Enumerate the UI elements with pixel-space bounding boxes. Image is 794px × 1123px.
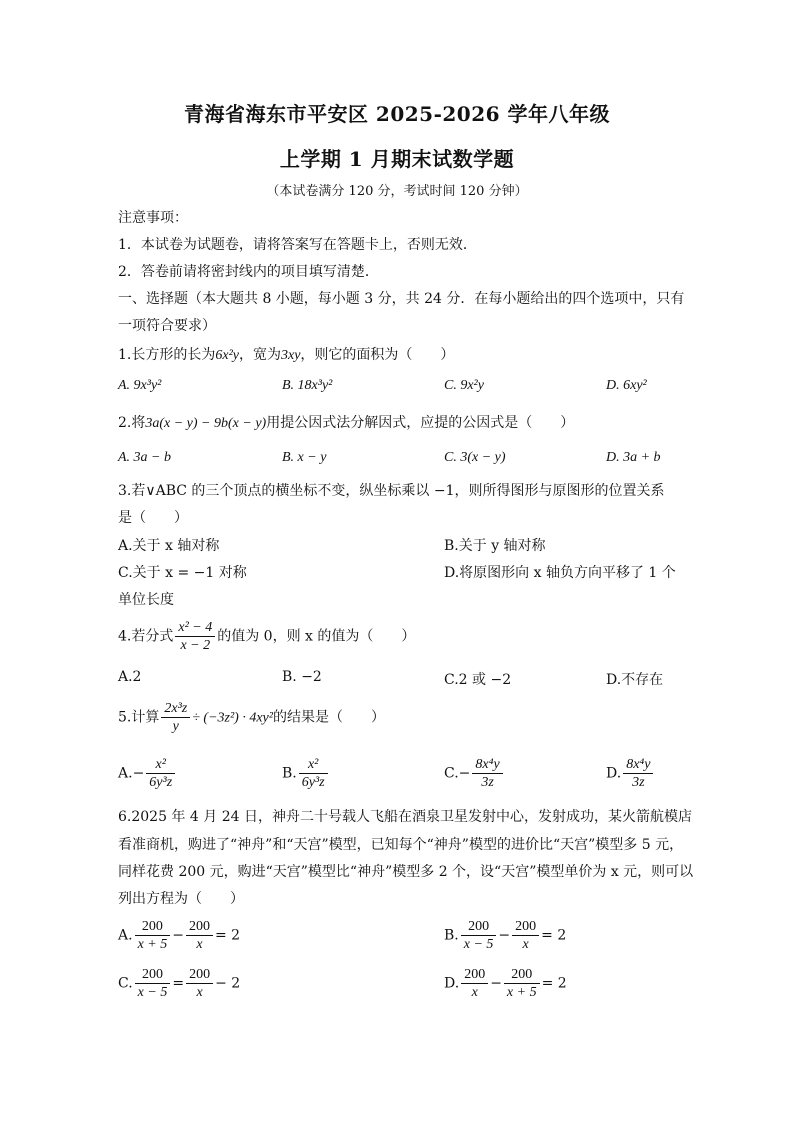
q2-option-d[interactable]: D. 3a + b — [606, 450, 661, 465]
q5-stem — [118, 700, 385, 735]
q6-option-a-op: − — [172, 927, 184, 944]
q3-option-d[interactable]: D.将原图形向 x 轴负方向平移了 1 个 — [444, 565, 676, 581]
q6-stem-line1: 6.2025 年 4 月 24 日，神舟二十号载人飞船在酒泉卫星发射中心，发射成功，某火箭航模店 — [118, 809, 692, 825]
q3-option-b[interactable]: B.关于 y 轴对称 — [444, 538, 546, 554]
q6-option-d[interactable] — [444, 966, 567, 1001]
q6-option-a-den-1: x + 5 — [137, 937, 168, 952]
q1-expr-length: 6x²y — [215, 348, 239, 363]
q4-stem-b: 的值为 0，则 x 的值为（ ） — [217, 628, 416, 645]
q4-option-a[interactable]: A.2 — [118, 669, 142, 685]
q5-option-b-fraction — [299, 756, 328, 791]
q6-option-d-num-2: 200 — [504, 966, 540, 984]
q4-fraction-den: x − 2 — [180, 638, 211, 653]
q6-stem-line3: 同样花费 200 元，购进“天宫”模型比“神舟”模型多 2 个，设“天宫”模型单价为 x 元，则可以 — [118, 864, 694, 880]
q6-option-c-num-2: 200 — [186, 966, 213, 984]
q3-option-d-cont: 单位长度 — [118, 592, 174, 608]
q6-option-a[interactable] — [118, 918, 240, 953]
q6-option-a-den-2: x — [196, 937, 203, 952]
q5-stem-b: 的结果是（ ） — [272, 709, 385, 726]
q6-stem-line2: 看准商机，购进了“神舟”和“天宫”模型，已知每个“神舟”模型的进价比“天宫”模型多 5 元， — [118, 837, 684, 853]
q6-option-d-fraction-2 — [504, 966, 540, 1001]
section1-heading: 一、选择题（本大题共 8 小题，每小题 3 分，共 24 分．在每小题给出的四个选项中，只有 — [118, 291, 685, 307]
q6-option-d-num-1: 200 — [461, 966, 488, 984]
q6-option-b-rhs: = 2 — [541, 927, 567, 944]
q6-option-b[interactable] — [444, 918, 566, 953]
q5-option-c-sign: − — [458, 765, 471, 782]
q6-option-b-num-2: 200 — [512, 918, 539, 936]
q6-option-c-fraction-2 — [186, 966, 213, 1001]
q6-option-a-fraction-1 — [135, 918, 171, 953]
exam-title-line2: 上学期 1 月期末试数学题 — [279, 147, 515, 171]
q2-option-c[interactable]: C. 3(x − y) — [444, 450, 506, 465]
q5-fraction-den: y — [172, 719, 179, 734]
q4-fraction-num: x² − 4 — [175, 619, 215, 637]
q3-stem-line1: 3.若∨ABC 的三个顶点的横坐标不变，纵坐标乘以 −1，则所得图形与原图形的位置关系 — [118, 483, 665, 499]
q1-option-d[interactable]: D. 6xy² — [606, 378, 647, 393]
q5-option-c-den: 3z — [481, 775, 494, 790]
q3-option-c[interactable]: C.关于 x = −1 对称 — [118, 565, 247, 581]
q6-option-c-op: = — [172, 975, 185, 992]
q5-option-d-den: 3z — [632, 775, 645, 790]
q1-option-a[interactable]: A. 9x³y² — [118, 378, 162, 393]
q6-option-d-den-1: x — [471, 985, 478, 1000]
q6-option-b-num-1: 200 — [461, 918, 497, 936]
q5-option-d-fraction — [623, 756, 653, 791]
q1-option-b[interactable]: B. 18x³y² — [282, 378, 333, 393]
q6-option-a-fraction-2 — [186, 918, 213, 953]
q6-option-b-fraction-2 — [512, 918, 539, 953]
q5-option-b-num: x² — [299, 756, 328, 774]
q3-option-a[interactable]: A.关于 x 轴对称 — [118, 538, 220, 554]
q4-stem-a: 4.若分式 — [118, 628, 174, 645]
note-item-2: 2．答卷前请将密封线内的项目填写清楚． — [118, 264, 379, 280]
q4-option-b[interactable]: B. −2 — [282, 669, 322, 685]
q5-fraction-num: 2x³z — [161, 700, 190, 718]
section1-heading-cont: 一项符合要求） — [118, 318, 216, 334]
q5-option-a-label: A. — [118, 765, 133, 782]
q5-option-b-den: 6y³z — [301, 775, 325, 790]
q5-option-d-label: D. — [606, 765, 622, 782]
q6-option-a-rhs: = 2 — [214, 927, 241, 944]
q4-option-d[interactable]: D.不存在 — [606, 672, 664, 688]
q5-option-b-label: B. — [282, 765, 297, 782]
q6-option-d-op: − — [490, 975, 502, 992]
q5-fraction — [161, 700, 190, 735]
q5-option-a-num: x² — [146, 756, 175, 774]
q6-option-c-num-1: 200 — [135, 966, 171, 984]
q6-option-b-den-1: x − 5 — [463, 937, 494, 952]
q6-option-c-den-2: x — [196, 985, 203, 1000]
q6-option-c-den-1: x − 5 — [137, 985, 168, 1000]
notes-heading: 注意事项： — [118, 210, 188, 226]
q5-option-a[interactable] — [118, 756, 177, 791]
q6-option-b-label: B. — [444, 927, 459, 944]
q5-expr: ÷ (−3z²) · 4xy² — [192, 710, 273, 726]
q6-option-b-den-2: x — [522, 937, 529, 952]
q4-stem — [118, 619, 415, 654]
q6-option-c-fraction-1 — [135, 966, 171, 1001]
q5-option-d[interactable] — [606, 756, 655, 791]
q6-option-d-rhs: = 2 — [541, 975, 567, 992]
q6-option-d-fraction-1 — [461, 966, 488, 1001]
q6-option-c-rhs: − 2 — [215, 975, 241, 992]
q5-option-a-sign: − — [132, 765, 145, 782]
q1-stem-a: 1.长方形的长为 — [118, 347, 216, 363]
q2-expr: 3a(x − y) − 9b(x − y) — [145, 416, 267, 431]
exam-title-line1: 青海省海东市平安区 2025-2026 学年八年级 — [183, 102, 611, 126]
q6-option-c-label: C. — [118, 975, 133, 992]
q1-stem — [118, 344, 454, 364]
q1-option-c[interactable]: C. 9x²y — [444, 378, 484, 393]
q1-stem-b: ，宽为 — [238, 347, 281, 363]
q2-stem-b: 用提公因式法分解因式，应提的公因式是（ ） — [266, 415, 575, 431]
q6-option-d-label: D. — [444, 975, 460, 992]
q3-stem-line2: 是（ ） — [118, 510, 188, 526]
q5-option-d-num: 8x⁴y — [623, 756, 653, 774]
q5-option-b[interactable] — [282, 756, 330, 791]
q6-option-a-label: A. — [118, 927, 133, 944]
exam-subtitle: （本试卷满分 120 分，考试时间 120 分钟） — [266, 184, 528, 199]
q6-option-b-op: − — [498, 927, 511, 944]
q6-option-b-fraction-1 — [461, 918, 497, 953]
q5-option-a-den: 6y³z — [149, 775, 173, 790]
note-item-1: 1．本试卷为试题卷，请将答案写在答题卡上，否则无效． — [118, 237, 477, 253]
q5-option-c-num: 8x⁴y — [472, 756, 502, 774]
q6-stem-line4: 列出方程为（ ） — [118, 891, 244, 907]
q2-stem-a: 2.将 — [118, 415, 146, 431]
q5-option-c-fraction — [472, 756, 502, 791]
q4-fraction — [175, 619, 215, 654]
q5-option-c[interactable] — [444, 756, 505, 791]
q5-option-c-label: C. — [444, 765, 459, 782]
q5-stem-a: 5.计算 — [118, 709, 160, 726]
q6-option-a-num-2: 200 — [186, 918, 213, 936]
q6-option-d-den-2: x + 5 — [506, 985, 537, 1000]
q1-stem-c: ，则它的面积为（ ） — [300, 347, 455, 363]
q2-stem — [118, 412, 574, 432]
q5-option-a-fraction — [146, 756, 175, 791]
q6-option-a-num-1: 200 — [135, 918, 171, 936]
q2-option-a[interactable]: A. 3a − b — [118, 450, 171, 465]
q2-option-b[interactable]: B. x − y — [282, 450, 327, 465]
q6-option-c[interactable] — [118, 966, 240, 1001]
q4-option-c[interactable]: C.2 或 −2 — [444, 672, 512, 688]
q1-expr-width: 3xy — [280, 348, 301, 363]
